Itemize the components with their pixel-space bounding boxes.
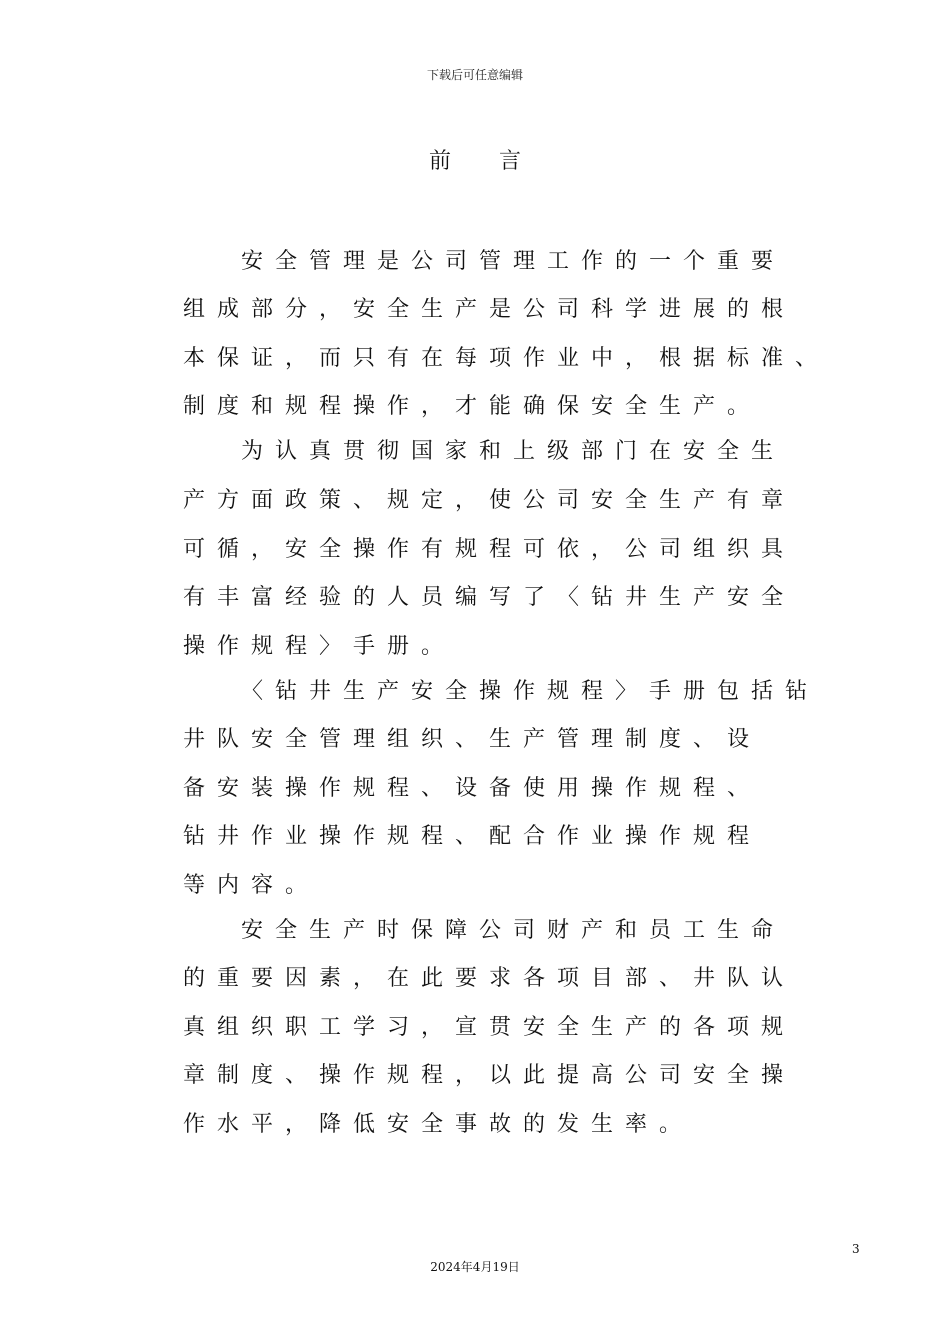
body-line: 产方面政策、规定，使公司安全生产有章 — [183, 488, 796, 513]
body-line: 井队安全管理组织、生产管理制度、设 — [183, 727, 762, 752]
page-number: 3 — [852, 1242, 860, 1256]
body-line: 作水平，降低安全事故的发生率。 — [183, 1112, 694, 1137]
page-title: 前言 — [428, 149, 569, 174]
footer-date: 2024年4月19日 — [430, 1260, 520, 1274]
body-line: 真组织职工学习，宣贯安全生产的各项规 — [183, 1015, 796, 1040]
body-line: 备安装操作规程、设备使用操作规程、 — [183, 776, 762, 801]
body-line: 安全管理是公司管理工作的一个重要 — [241, 249, 786, 274]
body-line: 的重要因素，在此要求各项目部、井队认 — [183, 966, 796, 991]
body-line: 钻井作业操作规程、配合作业操作规程 — [183, 824, 762, 849]
body-line: 为认真贯彻国家和上级部门在安全生 — [241, 439, 786, 464]
body-line: 安全生产时保障公司财产和员工生命 — [241, 918, 786, 943]
body-line: 章制度、操作规程，以此提高公司安全操 — [183, 1063, 796, 1088]
body-line: 制度和规程操作，才能确保安全生产。 — [183, 394, 762, 419]
body-line: 有丰富经验的人员编写了〈钻井生产安全 — [183, 585, 796, 610]
body-line: 组成部分，安全生产是公司科学进展的根 — [183, 297, 796, 322]
body-line: 本保证，而只有在每项作业中，根据标准、 — [183, 346, 830, 371]
body-line: 〈钻井生产安全操作规程〉手册包括钻 — [241, 679, 820, 704]
body-line: 操作规程〉手册。 — [183, 634, 456, 659]
body-line: 等内容。 — [183, 873, 320, 898]
page-header: 下载后可任意编辑 — [426, 68, 523, 82]
body-line: 可循，安全操作有规程可依，公司组织具 — [183, 537, 796, 562]
